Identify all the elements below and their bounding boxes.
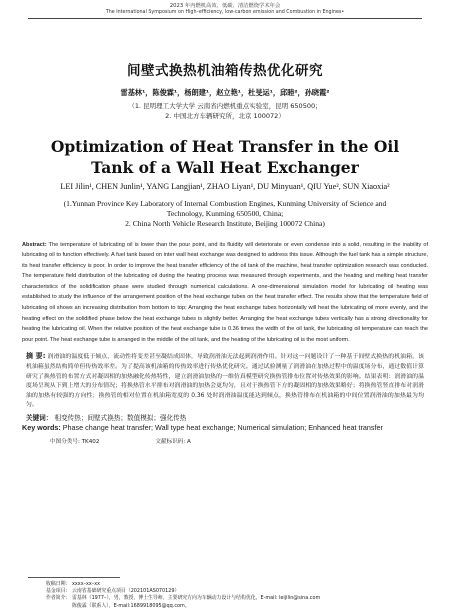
abstract-cn-text: 润滑油的温度低于倾点，流动性将变差甚至凝结成固体，导致润滑油无法起到润滑作用。针对这一问题设计了一种基于间壁式换热的机油箱，该机油箱虽然结构简单但传热效率差。为了提高该机油箱的传热效率进行传热优化研究。通过试验测量了润滑油在加热过程中的温度场分布，通过数值计算研究了换热管的布置方式对凝固相的加热融化传热特性，建立润滑油加热的一维仿真模型研究换热管排布位置对传热效果的影响。结果表明：润滑油的温度场呈现从下到上增大的分布情况；将换热管水平排布对润滑油的加热会更均匀，且对于换热管下方的凝固相的加热效果略好；将换热管竖直排布对润滑油的加热有较强的方向性；换热管的相对位置在机油箱宽度的 0.36 处时润滑油温度能达到倾点，换热管排布在机油箱的中间位置润滑油的加热最为均匀。 xyxy=(26,354,424,409)
affiliation-cn-line: 2. 中国北方车辆研究所，北京 100072） xyxy=(165,112,285,120)
affiliations-cn xyxy=(0,101,450,121)
affiliation-en-line: 2. China North Vehicle Research Institute, Beijing 100072 China) xyxy=(125,218,325,228)
abstract-en-label: Abstract: xyxy=(22,241,47,248)
footnote-fund: 基金项目： 云南省基础研究重点项目（202101AS070129） xyxy=(46,588,180,595)
footnote-received: 收稿日期： xxxx–xx–xx xyxy=(46,581,101,587)
keywords-cn xyxy=(26,413,424,423)
keywords-en-text: Phase change heat transfer; Wall type heat exchange; Numerical simulation; Enhanced heat transfer xyxy=(62,423,383,432)
keywords-cn-text: 相变传热；间壁式换热；数值模拟；强化传热 xyxy=(54,414,187,422)
header-divider xyxy=(28,18,422,19)
affiliation-cn-line: （1. 昆明理工大学大学 云南省内燃机重点实验室，昆明 650500； xyxy=(128,102,322,110)
footnote-contact: 陈俊霖（联系人），E-mail:1689918095@qq.com。 xyxy=(72,602,190,609)
abstract-en xyxy=(22,240,428,346)
footnote-author: 作者简介： 雷基林（1977–），男，教授，博士生导师，主要研究方向为车辆动力设计与结构优化，E-mail: leijilin@sina.com xyxy=(46,595,321,602)
running-header xyxy=(0,0,450,16)
abstract-cn xyxy=(26,352,424,411)
classification-row xyxy=(50,437,450,445)
affiliation-en-line: (1.Yunnan Province Key Laboratory of Internal Combustion Engines, Kunming University of Science and Technology, Kunming 650500, China; xyxy=(63,198,387,218)
keywords-cn-label: 关键词： xyxy=(26,414,53,422)
authors-cn: 雷基林¹，陈俊霖¹，杨朗建¹，赵立艳¹，杜旻运¹，邱睦²，孙晓霞² xyxy=(120,88,330,97)
running-header-cn: 2023 年内燃机高效、低碳、清洁燃烧学术年会 xyxy=(169,3,281,9)
abstract-cn-label: 摘 要: xyxy=(26,352,46,361)
keywords-en-label: Key words: xyxy=(22,423,61,432)
running-header-en: The International Symposium on High–efficiency, low-carbon emission and Combustion in Engines• xyxy=(105,10,345,15)
title-en: Optimization of Heat Transfer in the Oil Tank of a Wall Heat Exchanger xyxy=(50,137,400,177)
document-code: 文献标识码: A xyxy=(155,439,191,445)
footnotes xyxy=(46,581,320,610)
abstract-en-text: The temperature of lubricating oil is lower than the pour point, and its fluidity will deteriorate or even condense into a solid, resulting in the inability of lubricating oil to function effectively. A fuel tank based on inter wall heat exchange was designed to address this issue. Although the fuel tank has a simple structure, its heat transfer efficiency is poor. In order to improve the heat transfer efficiency of the oil tank of the machine, heat transfer optimization research was conducted. The temperature field distribution of the lubricating oil during the heating process was measured through experiments, and the heating and melting heat transfer characteristics of the solidification phase were studied through numerical calculations. A one-dimensional simulation model for lubricating oil heating was established to study the influence of the arrangement position of the heat exchange tubes on the heat transfer effect. The results show that the temperature field of lubricating oil shows an increasing distribution from bottom to top; Arranging the heat exchange tubes horizontally will heat the lubricating oil more evenly, and the heating effect on the solidified phase below the heat exchange tubes is slightly better. Arranging the heat exchange tubes vertically has a strong directionality for heating the lubricating oil. When the relative position of the heat exchange tube is 0.36 times the width of the oil tank, the lubricating oil temperature can reach the pour point. The heat exchange tube is arranged in the middle of the oil tank, and the heating of the lubricating oil is the most uniform. xyxy=(22,241,428,343)
authors-en: LEI Jilin¹, CHEN Junlin¹, YANG Langjian¹, ZHAO Liyan¹, DU Minyuan¹, QIU Yue², SUN Xiaoxia² xyxy=(60,182,390,191)
affiliations-en xyxy=(56,199,394,229)
title-cn: 间壁式换热机油箱传热优化研究 xyxy=(127,63,323,79)
keywords-en xyxy=(22,423,428,433)
footnote-divider xyxy=(28,577,120,578)
clc-number: 中图分类号: TK402 xyxy=(50,439,100,445)
